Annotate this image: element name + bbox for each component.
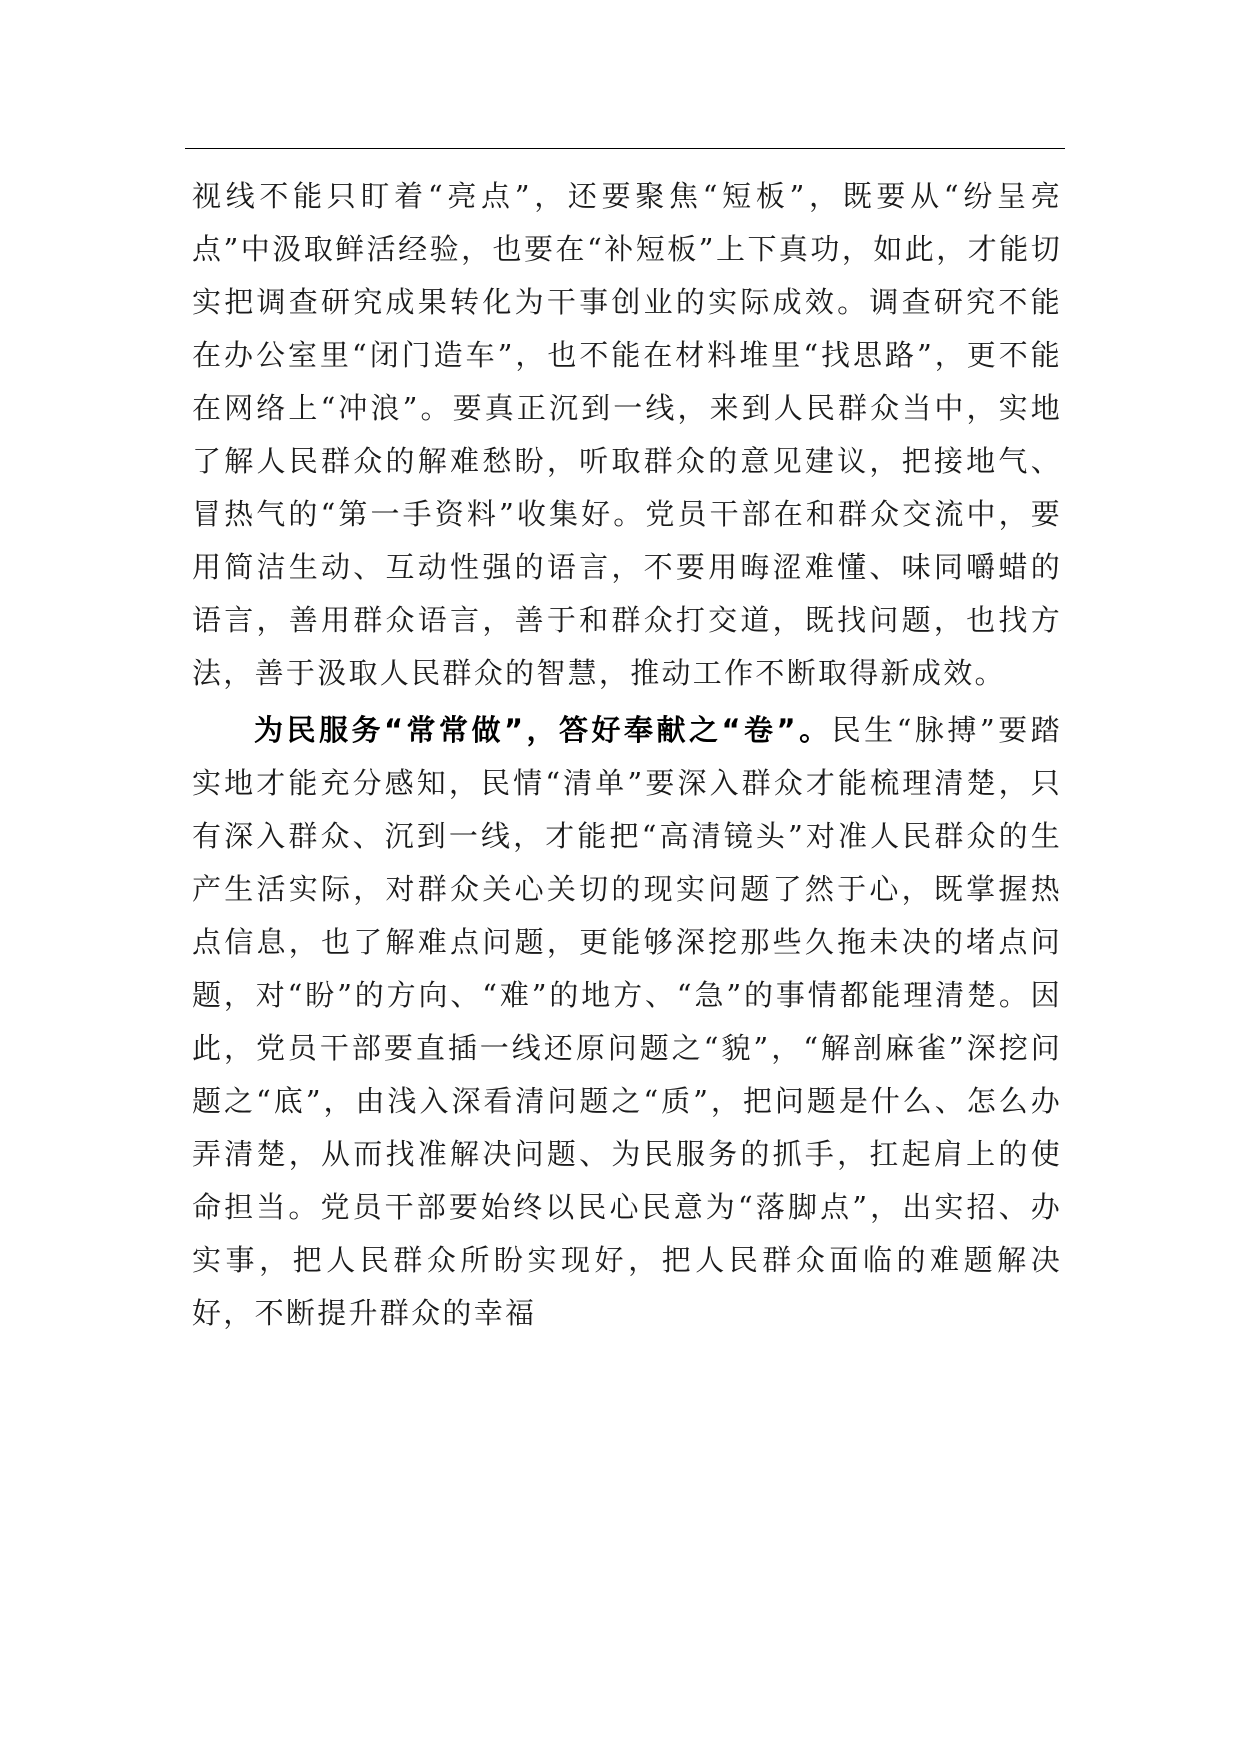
document-body — [192, 170, 1062, 1340]
paragraph-2 — [192, 704, 1062, 1340]
header-rule — [185, 148, 1065, 149]
paragraph-1-text: 视线不能只盯着“亮点”，还要聚焦“短板”，既要从“纷呈亮点”中汲取鲜活经验，也要在“补短板”上下真功，如此，才能切实把调查研究成果转化为干事创业的实际成效。调查研究不能在办公室里“闭门造车”，也不能在材料堆里“找思路”，更不能在网络上“冲浪”。要真正沉到一线，来到人民群众当中，实地了解人民群众的解难愁盼，听取群众的意见建议，把接地气、冒热气的“第一手资料”收集好。党员干部在和群众交流中，要用简洁生动、互动性强的语言，不要用晦涩难懂、味同嚼蜡的语言，善用群众语言，善于和群众打交道，既找问题，也找方法，善于汲取人民群众的智慧，推动工作不断取得新成效。 — [192, 179, 1062, 690]
paragraph-1 — [192, 170, 1062, 700]
paragraph-2-text: 民生“脉搏”要踏实地才能充分感知，民情“清单”要深入群众才能梳理清楚，只有深入群众、沉到一线，才能把“高清镜头”对准人民群众的生产生活实际，对群众关心关切的现实问题了然于心，既掌握热点信息，也了解难点问题，更能够深挖那些久拖未决的堵点问题，对“盼”的方向、“难”的地方、“急”的事情都能理清楚。因此，党员干部要直插一线还原问题之“貌”，“解剖麻雀”深挖问题之“底”，由浅入深看清问题之“质”，把问题是什么、怎么办弄清楚，从而找准解决问题、为民服务的抓手，扛起肩上的使命担当。党员干部要始终以民心民意为“落脚点”，出实招、办实事，把人民群众所盼实现好，把人民群众面临的难题解决好，不断提升群众的幸福 — [192, 713, 1062, 1330]
paragraph-2-heading: 为民服务“常常做”，答好奉献之“卷”。 — [254, 713, 832, 747]
